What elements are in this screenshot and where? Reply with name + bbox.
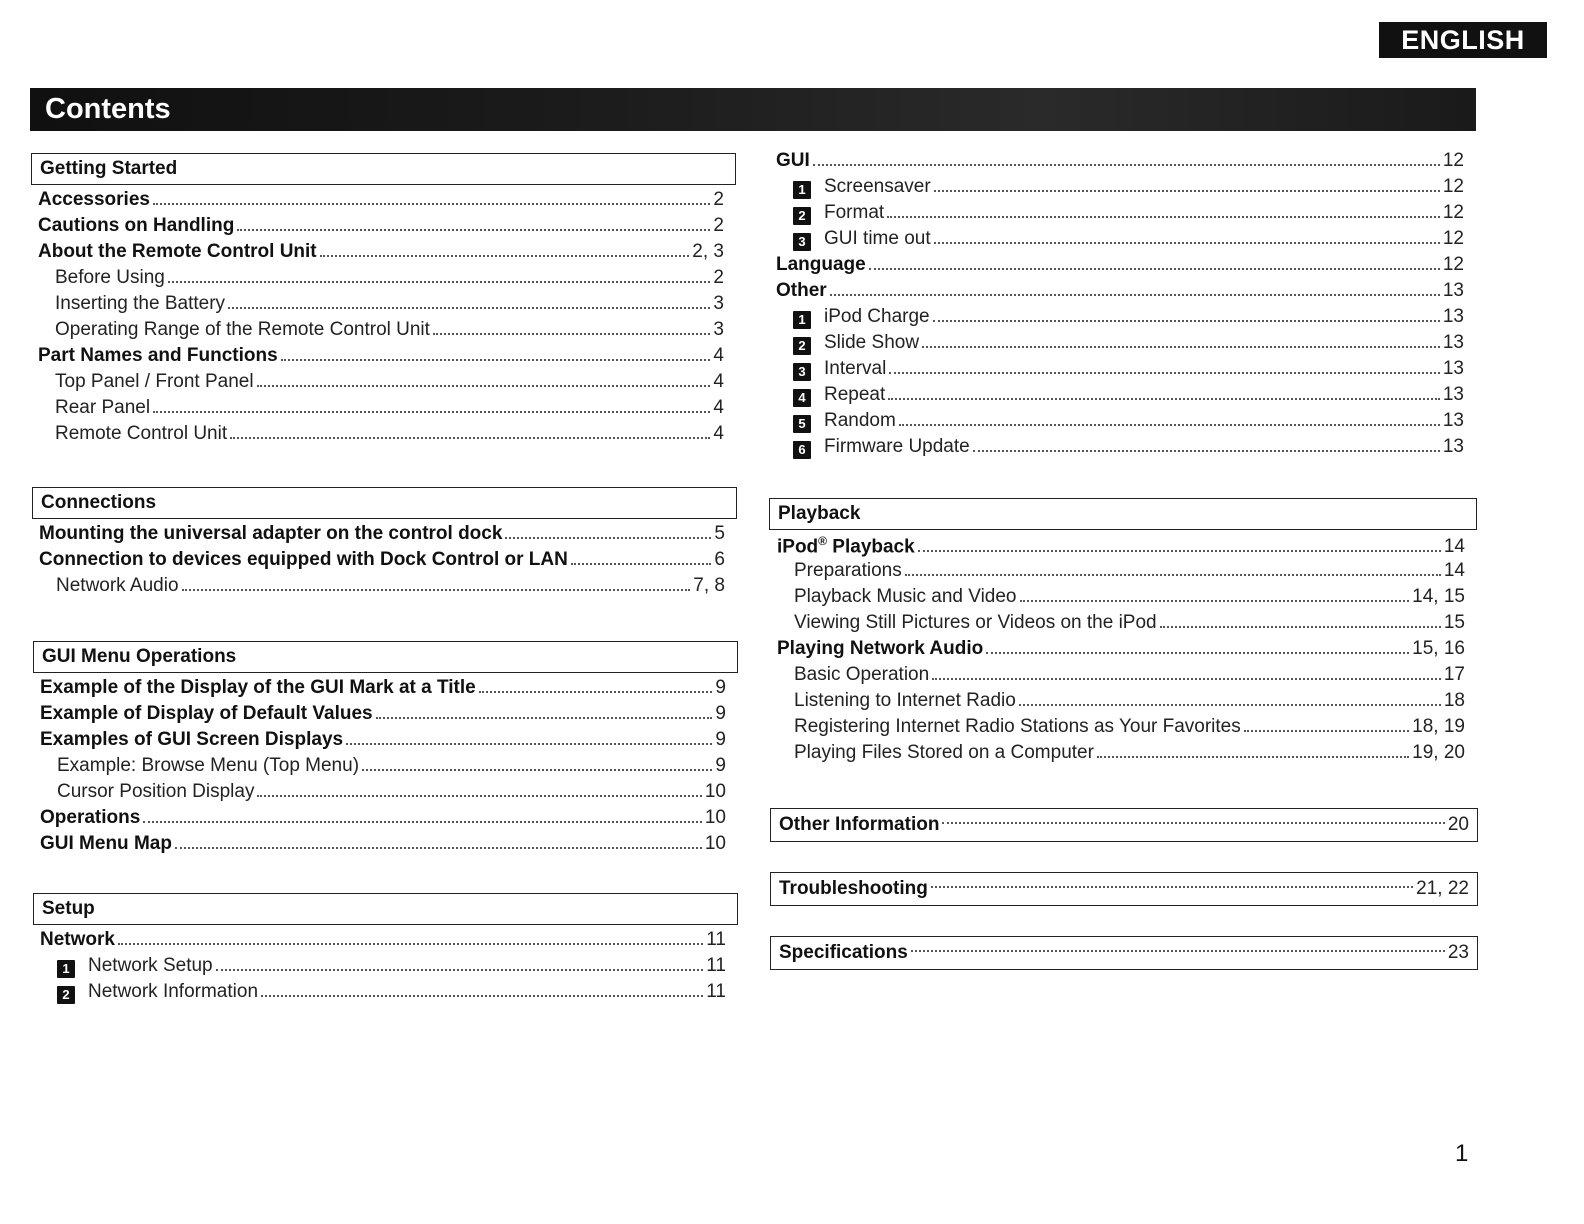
- toc-subentry[interactable]: Remote Control Unit 4: [55, 423, 724, 444]
- toc-subentry[interactable]: 2 Slide Show 13: [776, 332, 1464, 358]
- toc-subentry[interactable]: Registering Internet Radio Stations as Your Favorites 18, 19: [794, 716, 1465, 737]
- toc-subentry[interactable]: Rear Panel 4: [55, 397, 724, 418]
- toc-subentry[interactable]: 2 Network Information 11: [40, 981, 726, 1007]
- toc-entry[interactable]: Operations 10: [40, 807, 726, 828]
- section-gui-menu-operations: [33, 641, 738, 859]
- toc-entry[interactable]: Example of Display of Default Values 9: [40, 703, 726, 724]
- toc-subentry[interactable]: 1 Network Setup 11: [40, 955, 726, 981]
- language-badge: ENGLISH: [1379, 22, 1547, 58]
- page-title: Contents: [30, 88, 1476, 131]
- number-3-icon: 3: [793, 233, 811, 251]
- section-playback: [769, 498, 1477, 768]
- number-1-icon: 1: [57, 960, 75, 978]
- section-heading: Playback: [769, 498, 1477, 530]
- number-2-icon: 2: [793, 207, 811, 225]
- toc-entry[interactable]: Mounting the universal adapter on the control dock 5: [39, 523, 725, 544]
- toc-subentry[interactable]: Listening to Internet Radio 18: [794, 690, 1465, 711]
- section-connections: [32, 487, 737, 601]
- toc-subentry[interactable]: Before Using 2: [55, 267, 724, 288]
- toc-subentry[interactable]: Playing Files Stored on a Computer 19, 20: [794, 742, 1465, 763]
- toc-entry[interactable]: About the Remote Control Unit 2, 3: [38, 241, 724, 262]
- toc-subentry[interactable]: Viewing Still Pictures or Videos on the iPod 15: [794, 612, 1465, 633]
- toc-subentry[interactable]: Playback Music and Video 14, 15: [794, 586, 1465, 607]
- toc-subentry[interactable]: 1 iPod Charge 13: [776, 306, 1464, 332]
- toc-subentry[interactable]: Inserting the Battery 3: [55, 293, 724, 314]
- toc-subentry[interactable]: Network Audio 7, 8: [56, 575, 725, 596]
- toc-entry[interactable]: Part Names and Functions 4: [38, 345, 724, 366]
- number-1-icon: 1: [793, 311, 811, 329]
- number-1-icon: 1: [793, 181, 811, 199]
- toc-entry[interactable]: Cautions on Handling 2: [38, 215, 724, 236]
- toc-entry-specifications[interactable]: Specifications 23: [770, 936, 1478, 970]
- ipod-playback-title: iPod® Playback: [777, 534, 915, 558]
- toc-subentry[interactable]: Top Panel / Front Panel 4: [55, 371, 724, 392]
- toc-subentry[interactable]: 5 Random 13: [776, 410, 1464, 436]
- section-setup: [33, 893, 738, 1007]
- toc-subentry[interactable]: Basic Operation 17: [794, 664, 1465, 685]
- toc-subentry[interactable]: 1 Screensaver 12: [776, 176, 1464, 202]
- toc-entry[interactable]: Playing Network Audio 15, 16: [777, 638, 1465, 659]
- section-heading: Getting Started: [31, 153, 736, 185]
- toc-subentry[interactable]: 3 GUI time out 12: [776, 228, 1464, 254]
- toc-entry[interactable]: Language 12: [776, 254, 1464, 275]
- toc-entry[interactable]: iPod® Playback 14: [777, 534, 1465, 558]
- toc-entry[interactable]: GUI Menu Map 10: [40, 833, 726, 854]
- toc-entry[interactable]: Examples of GUI Screen Displays 9: [40, 729, 726, 750]
- toc-subentry[interactable]: Cursor Position Display 10: [57, 781, 726, 802]
- toc-entry-other-information[interactable]: Other Information 20: [770, 808, 1478, 842]
- section-heading: GUI Menu Operations: [33, 641, 738, 673]
- toc-subentry[interactable]: 3 Interval 13: [776, 358, 1464, 384]
- number-6-icon: 6: [793, 441, 811, 459]
- toc-subentry[interactable]: Example: Browse Menu (Top Menu) 9: [57, 755, 726, 776]
- toc-entry[interactable]: GUI 12: [776, 150, 1464, 171]
- toc-subentry[interactable]: 4 Repeat 13: [776, 384, 1464, 410]
- toc-subentry[interactable]: Operating Range of the Remote Control Unit 3: [55, 319, 724, 340]
- toc-entry[interactable]: Example of the Display of the GUI Mark at a Title 9: [40, 677, 726, 698]
- toc-entry[interactable]: Connection to devices equipped with Dock Control or LAN 6: [39, 549, 725, 570]
- toc-subentry[interactable]: 2 Format 12: [776, 202, 1464, 228]
- section-getting-started: [31, 153, 736, 449]
- toc-subentry[interactable]: Preparations 14: [794, 560, 1465, 581]
- section-heading: Connections: [32, 487, 737, 519]
- number-2-icon: 2: [57, 986, 75, 1004]
- toc-entry[interactable]: Network 11: [40, 929, 726, 950]
- toc-entry-troubleshooting[interactable]: Troubleshooting 21, 22: [770, 872, 1478, 906]
- section-heading: Setup: [33, 893, 738, 925]
- toc-entry[interactable]: Accessories 2: [38, 189, 724, 210]
- page-number: 1: [1455, 1140, 1469, 1167]
- number-3-icon: 3: [793, 363, 811, 381]
- toc-entry[interactable]: Other 13: [776, 280, 1464, 301]
- number-2-icon: 2: [793, 337, 811, 355]
- number-4-icon: 4: [793, 389, 811, 407]
- number-5-icon: 5: [793, 415, 811, 433]
- toc-subentry[interactable]: 6 Firmware Update 13: [776, 436, 1464, 462]
- section-setup-continued: [776, 150, 1464, 462]
